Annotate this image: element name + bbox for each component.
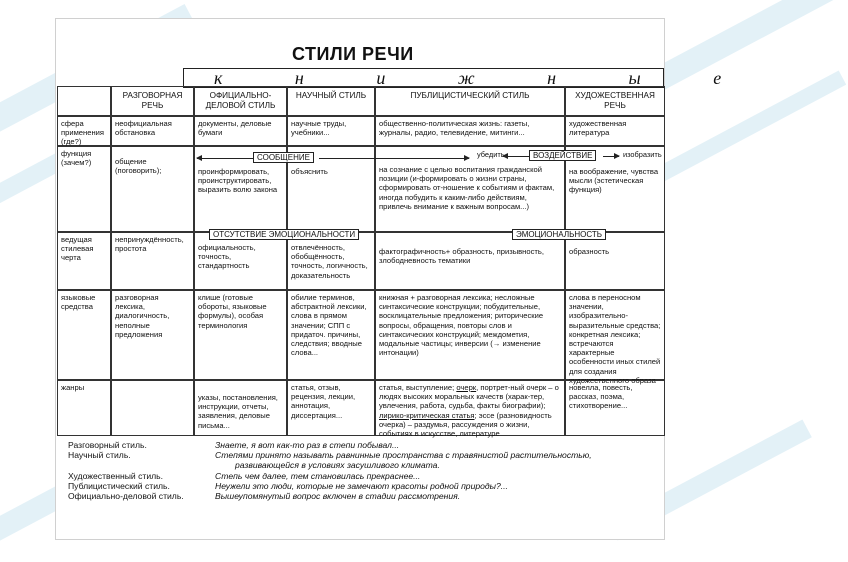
cell-means-scientific: обилие терминов, абстрактной лексики, слова в прямом значении; СПП с придаточ. причины, следствия; вводные слова... [287, 290, 375, 380]
genres-journalistic-tail: ; эссе (разновидность очерка) – раздумья, рассуждения о жизни, событиях в искусстве, литературе [379, 410, 552, 439]
cell-feature-colloquial: непринуждённость, простота [111, 232, 194, 290]
example-row [60, 450, 660, 460]
cell-feature-official: официальность, точность, стандартность [194, 232, 287, 290]
genres-journalistic-lyric: лирико-критическая статья [379, 410, 475, 420]
cell-sphere-journalistic: общественно-политическая жизнь: газеты, журналы, радио, телевидение, митинги... [375, 116, 565, 146]
example-text: Степями принято называть равнинные пространства с травянистой растительностью, [215, 450, 592, 461]
cell-function-artistic: на воображение, чувства мысли (эстетическая функция) [565, 146, 665, 232]
header-colloquial: РАЗГОВОРНАЯ РЕЧЬ [111, 86, 194, 116]
example-row [60, 481, 660, 491]
genres-journalistic-ocherk: очерк [456, 383, 477, 392]
cell-function-official: проинформировать, проинструктировать, выразить волю закона [194, 146, 287, 232]
page-title: СТИЛИ РЕЧИ [292, 44, 414, 64]
row-label-feature: ведущая стилевая черта [57, 232, 111, 290]
header-scientific: НАУЧНЫЙ СТИЛЬ [287, 86, 375, 116]
cell-feature-journalistic: фактографичность+ образность, призывность, злободневность тематики [375, 232, 565, 290]
cell-means-colloquial: разговорная лексика, диалогичность, неполные предложения [111, 290, 194, 380]
label-impact: ВОЗДЕЙСТВИЕ [529, 150, 596, 161]
genres-journalistic-mid: , портрет-ный очерк – о людях высоких моральных качеств (харак-тер, увлечения, работа, судьба, факты биографии); [379, 383, 559, 411]
cell-sphere-official: документы, деловые бумаги [194, 116, 287, 146]
corner-cell [57, 86, 111, 116]
row-label-function: функция (зачем?) [57, 146, 111, 232]
arrow-text-persuade: убедить [477, 150, 505, 159]
cell-function-scientific: объяснить [287, 146, 375, 232]
example-text: Вышеупомянутый вопрос включен в стадии рассмотрения. [215, 490, 461, 501]
example-style: Разговорный стиль. [68, 440, 147, 450]
header-official: ОФИЦИАЛЬНО-ДЕЛОВОЙ СТИЛЬ [194, 86, 287, 116]
cell-means-official: клише (готовые обороты, языковые формулы), особая терминология [194, 290, 287, 380]
label-message: СООБЩЕНИЕ [253, 152, 314, 163]
bookish-styles-banner: к н и ж н ы е [183, 68, 664, 88]
header-journalistic: ПУБЛИЦИСТИЧЕСКИЙ СТИЛЬ [375, 86, 565, 116]
row-label-means: языковые средства [57, 290, 111, 380]
cell-sphere-scientific: научные труды, учебники... [287, 116, 375, 146]
example-style: Официально-деловой стиль. [68, 490, 184, 501]
example-text: Неужели это люди, которые не замечают красоты родной природы?... [215, 480, 508, 491]
example-style: Публицистический стиль. [68, 480, 170, 491]
example-row [60, 440, 660, 450]
cell-genres-official: указы, постановления, инструкции, отчеты, заявления, деловые письма... [194, 380, 287, 436]
header-artistic: ХУДОЖЕСТВЕННАЯ РЕЧЬ [565, 86, 665, 116]
label-emotion: ЭМОЦИОНАЛЬНОСТЬ [512, 229, 606, 240]
arrow-message-right [319, 158, 469, 159]
example-row [60, 491, 660, 501]
styles-table [57, 86, 665, 439]
arrow-impact-right [603, 156, 619, 157]
arrow-message-left [197, 158, 253, 159]
genres-journalistic-lead: статья, выступление; [379, 383, 455, 392]
cell-genres-colloquial [111, 380, 194, 436]
cell-genres-scientific: статья, отзыв, рецензия, лекции, аннотация, диссертация... [287, 380, 375, 436]
cell-means-artistic: слова в переносном значении, изобразительно-выразительные средства; конкретная лексика; встречаются характерные особенности иных стилей для создания художественного образа [565, 290, 665, 380]
cell-feature-artistic: образность [565, 232, 665, 290]
label-no-emotion: ОТСУТСТВИЕ ЭМОЦИОНАЛЬНОСТИ [209, 229, 359, 240]
example-row [60, 471, 660, 481]
example-style: Художественный стиль. [68, 470, 164, 481]
example-text-continued: развивающейся в условиях засушливого климата. [235, 460, 440, 471]
cell-genres-journalistic [375, 380, 565, 439]
cell-means-journalistic: книжная + разговорная лексика; несложные синтаксические конструкции; побудительные, восклицательные предложения; риторические вопросы, обращения, повторы слов и синтаксических конструкций; междометия, модальные частицы; инверсии (→ изменение интонации) [375, 290, 565, 380]
cell-function-colloquial: общение (поговорить); [111, 146, 194, 232]
style-examples [60, 440, 660, 501]
cell-function-journalistic: на сознание с целью воспитания гражданской позиции (и-формировать о жизни страны, сформировать от-ношение к событиям и фактам, иногда побудить к каким-либо действиям, привлечь внимание к важным вопросам...) [375, 146, 565, 232]
example-text: Знаете, я вот как-то раз в степи побывал... [215, 440, 400, 450]
cell-genres-artistic: новелла, повесть, рассказ, поэма, стихотворение... [565, 380, 665, 436]
cell-sphere-artistic: художественная литература [565, 116, 665, 146]
arrow-text-depict: изобразить [623, 150, 662, 159]
cell-feature-scientific: отвлечённость, обобщённость, точность, логичность, доказательность [287, 232, 375, 290]
example-text: Степь чем далее, тем становилась прекраснее... [215, 470, 421, 481]
arrow-impact-left [503, 156, 529, 157]
example-style: Научный стиль. [68, 450, 131, 461]
cell-sphere-colloquial: неофициальная обстановка [111, 116, 194, 146]
row-label-sphere: сфера применения (где?) [57, 116, 111, 146]
example-row-continued [60, 460, 660, 470]
row-label-genres: жанры [57, 380, 111, 436]
